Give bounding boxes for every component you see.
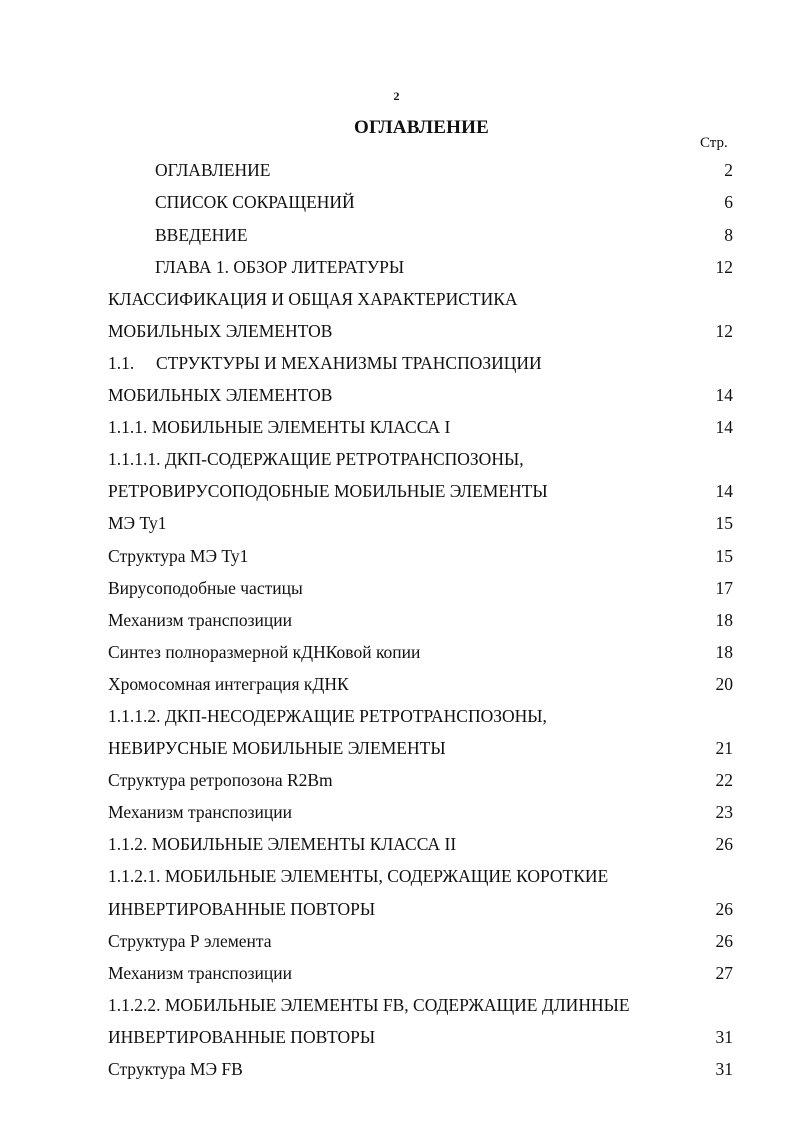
toc-entry xyxy=(108,994,738,1016)
toc-entry-page: 12 xyxy=(715,257,733,277)
toc-entry-title: МОБИЛЬНЫХ ЭЛЕМЕНТОВ xyxy=(108,385,333,405)
toc-entry xyxy=(108,1058,738,1080)
toc-entry xyxy=(108,191,738,213)
toc-entry xyxy=(108,352,738,374)
toc-entry-title: Структура ретропозона R2Bm xyxy=(108,770,333,790)
toc-entry xyxy=(108,609,738,631)
toc-entry-title: 1.1.2.2. МОБИЛЬНЫЕ ЭЛЕМЕНТЫ FB, СОДЕРЖАЩИЕ ДЛИННЫЕ xyxy=(108,995,630,1015)
toc-entry-page: 15 xyxy=(715,513,733,533)
toc-entry-page: 14 xyxy=(715,385,733,405)
toc-entry-title: Структура МЭ Ty1 xyxy=(108,546,249,566)
toc-entry-page: 31 xyxy=(715,1059,733,1079)
toc-entry-page: 26 xyxy=(715,931,733,951)
toc-entry-page: 17 xyxy=(715,578,733,598)
toc-entry-title: Механизм транспозиции xyxy=(108,802,292,822)
toc-entry-page: 21 xyxy=(715,738,733,758)
toc-entry-title: МОБИЛЬНЫХ ЭЛЕМЕНТОВ xyxy=(108,321,333,341)
toc-entry xyxy=(108,1026,738,1048)
toc-entry-page: 14 xyxy=(715,417,733,437)
toc-entry-title: ГЛАВА 1. ОБЗОР ЛИТЕРАТУРЫ xyxy=(155,257,405,277)
toc-entry-title: НЕВИРУСНЫЕ МОБИЛЬНЫЕ ЭЛЕМЕНТЫ xyxy=(108,738,446,758)
toc-entry-page: 12 xyxy=(715,321,733,341)
toc-entry-title: 1.1.1. МОБИЛЬНЫЕ ЭЛЕМЕНТЫ КЛАССА I xyxy=(108,417,451,437)
toc-entry xyxy=(108,224,738,246)
toc-entry-page: 26 xyxy=(715,899,733,919)
toc-entry xyxy=(108,641,738,663)
toc-entry xyxy=(108,737,738,759)
toc-entry-page: 31 xyxy=(715,1027,733,1047)
toc-entry-page: 27 xyxy=(715,963,733,983)
toc-entry-title: Синтез полноразмерной кДНКовой копии xyxy=(108,642,421,662)
toc-entry-page: 26 xyxy=(715,834,733,854)
toc-entry xyxy=(108,865,738,887)
toc-entry-page: 6 xyxy=(724,192,733,212)
toc-entry xyxy=(108,448,738,470)
toc-entry-title: Структура МЭ FB xyxy=(108,1059,243,1079)
toc-entry xyxy=(108,801,738,823)
toc-entry-page: 14 xyxy=(715,481,733,501)
toc-entry xyxy=(108,320,738,342)
toc-entry-title: ВВЕДЕНИЕ xyxy=(155,225,248,245)
toc-entry xyxy=(108,288,738,310)
page-column-label: Стр. xyxy=(700,135,728,151)
toc-entry xyxy=(108,416,738,438)
toc-entry-page: 18 xyxy=(715,642,733,662)
toc-entry xyxy=(108,898,738,920)
toc-entry-title: ИНВЕРТИРОВАННЫЕ ПОВТОРЫ xyxy=(108,1027,376,1047)
toc-entry-title xyxy=(108,352,542,374)
toc-entry-title: КЛАССИФИКАЦИЯ И ОБЩАЯ ХАРАКТЕРИСТИКА xyxy=(108,289,518,309)
toc-entry xyxy=(108,512,738,534)
toc-entry-page: 22 xyxy=(715,770,733,790)
toc-entry xyxy=(108,705,738,727)
toc-entry-title: ОГЛАВЛЕНИЕ xyxy=(155,160,271,180)
toc-entry xyxy=(108,256,738,278)
toc-entry-title: Хромосомная интеграция кДНК xyxy=(108,674,349,694)
toc-entry xyxy=(108,769,738,791)
toc-entry-page: 20 xyxy=(715,674,733,694)
toc-entry xyxy=(108,673,738,695)
toc-entry-page: 15 xyxy=(715,546,733,566)
toc-entry-page: 2 xyxy=(724,160,733,180)
toc-entry-page: 8 xyxy=(724,225,733,245)
toc-entry-title: 1.1.1.2. ДКП-НЕСОДЕРЖАЩИЕ РЕТРОТРАНСПОЗОНЫ, xyxy=(108,706,547,726)
toc-entry-title: РЕТРОВИРУСОПОДОБНЫЕ МОБИЛЬНЫЕ ЭЛЕМЕНТЫ xyxy=(108,481,548,501)
toc-entry-title: Механизм транспозиции xyxy=(108,963,292,983)
toc-entry-title: 1.1.1.1. ДКП-СОДЕРЖАЩИЕ РЕТРОТРАНСПОЗОНЫ, xyxy=(108,449,524,469)
toc-entry xyxy=(108,384,738,406)
toc-entry-number: 1.1. xyxy=(108,353,135,373)
toc-entry xyxy=(108,833,738,855)
toc-entry xyxy=(108,577,738,599)
toc-entry xyxy=(108,930,738,952)
toc-entry-title: 1.1.2. МОБИЛЬНЫЕ ЭЛЕМЕНТЫ КЛАССА II xyxy=(108,834,457,854)
toc-entry-title: МЭ Ty1 xyxy=(108,513,167,533)
toc-entry-title: ИНВЕРТИРОВАННЫЕ ПОВТОРЫ xyxy=(108,899,376,919)
toc-entry-page: 23 xyxy=(715,802,733,822)
toc-entry-title: Механизм транспозиции xyxy=(108,610,292,630)
toc-entry-title: Структура Р элемента xyxy=(108,931,272,951)
toc-entry xyxy=(108,159,738,181)
toc-entry xyxy=(108,962,738,984)
toc-entry xyxy=(108,480,738,502)
toc-entry-title: Вирусоподобные частицы xyxy=(108,578,303,598)
toc-entry-text: СТРУКТУРЫ И МЕХАНИЗМЫ ТРАНСПОЗИЦИИ xyxy=(156,353,542,373)
toc-entry-title: СПИСОК СОКРАЩЕНИЙ xyxy=(155,192,355,212)
toc-entry-page: 18 xyxy=(715,610,733,630)
page-number: 2 xyxy=(393,89,400,103)
toc-entry-title: 1.1.2.1. МОБИЛЬНЫЕ ЭЛЕМЕНТЫ, СОДЕРЖАЩИЕ КОРОТКИЕ xyxy=(108,866,609,886)
page-title: ОГЛАВЛЕНИЕ xyxy=(354,117,489,138)
toc-entry xyxy=(108,545,738,567)
